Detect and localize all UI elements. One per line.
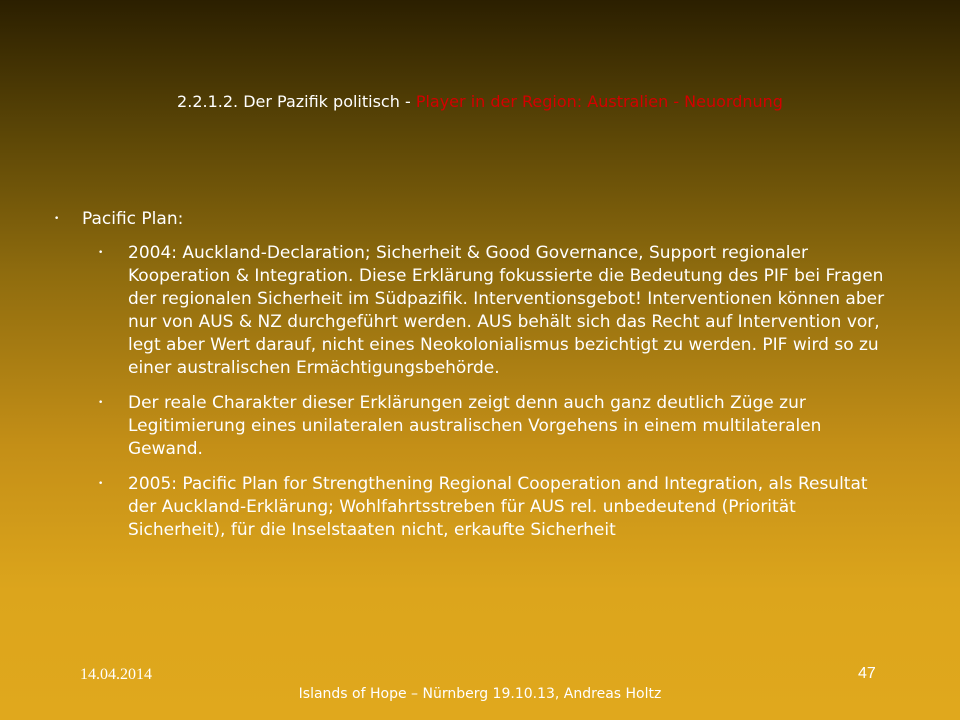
slide-title-main: 2.2.1.2. Der Pazifik politisch - <box>177 92 416 111</box>
bullet-level2-3 <box>98 473 912 542</box>
bullet-icon: • <box>54 214 60 224</box>
footer-date: 14.04.2014 <box>80 666 152 683</box>
bullet-text-2004: 2004: Auckland-Declaration; Sicherheit & Good Governance, Support regionaler Kooperation & Integration. Diese Erklärung fokussierte die Bedeutung des PIF bei Fragen der regionalen Sicherheit im Südpazifik. Interventionsgebot! Interventionen können aber nur von AUS & NZ durchgeführt werden. AUS behält sich das Recht auf Intervention vor, legt aber Wert darauf, nicht eines Neokolonialismus bezichtigt zu werden. PIF wird so zu einer australischen Ermächtigungsbehörde. <box>128 243 885 378</box>
slide-content <box>52 208 912 554</box>
bullet-level2-1 <box>98 242 912 380</box>
slide-title <box>60 92 900 111</box>
bullet-text-pacific-plan: Pacific Plan: <box>82 209 184 229</box>
bullet-icon: • <box>98 398 104 408</box>
bullet-icon: • <box>98 248 104 258</box>
bullet-text-character: Der reale Charakter dieser Erklärungen zeigt denn auch ganz deutlich Züge zur Legitimierung eines unilateralen australischen Vorgehens in einem multilateralen Gewand. <box>128 393 822 459</box>
bullet-icon: • <box>98 479 104 489</box>
bullet-level1 <box>52 208 912 230</box>
footer-credit: Islands of Hope – Nürnberg 19.10.13, Andreas Holtz <box>298 686 662 702</box>
slide-title-accent: Player in der Region: Australien - Neuordnung <box>415 92 783 111</box>
footer-page-number: 47 <box>858 665 876 682</box>
bullet-level2-2 <box>98 392 912 461</box>
bullet-text-2005: 2005: Pacific Plan for Strengthening Regional Cooperation and Integration, als Resultat der Auckland-Erklärung; Wohlfahrtsstreben für AUS rel. unbedeutend (Priorität Sicherheit), für die Inselstaaten nicht, erkaufte Sicherheit <box>128 474 868 540</box>
